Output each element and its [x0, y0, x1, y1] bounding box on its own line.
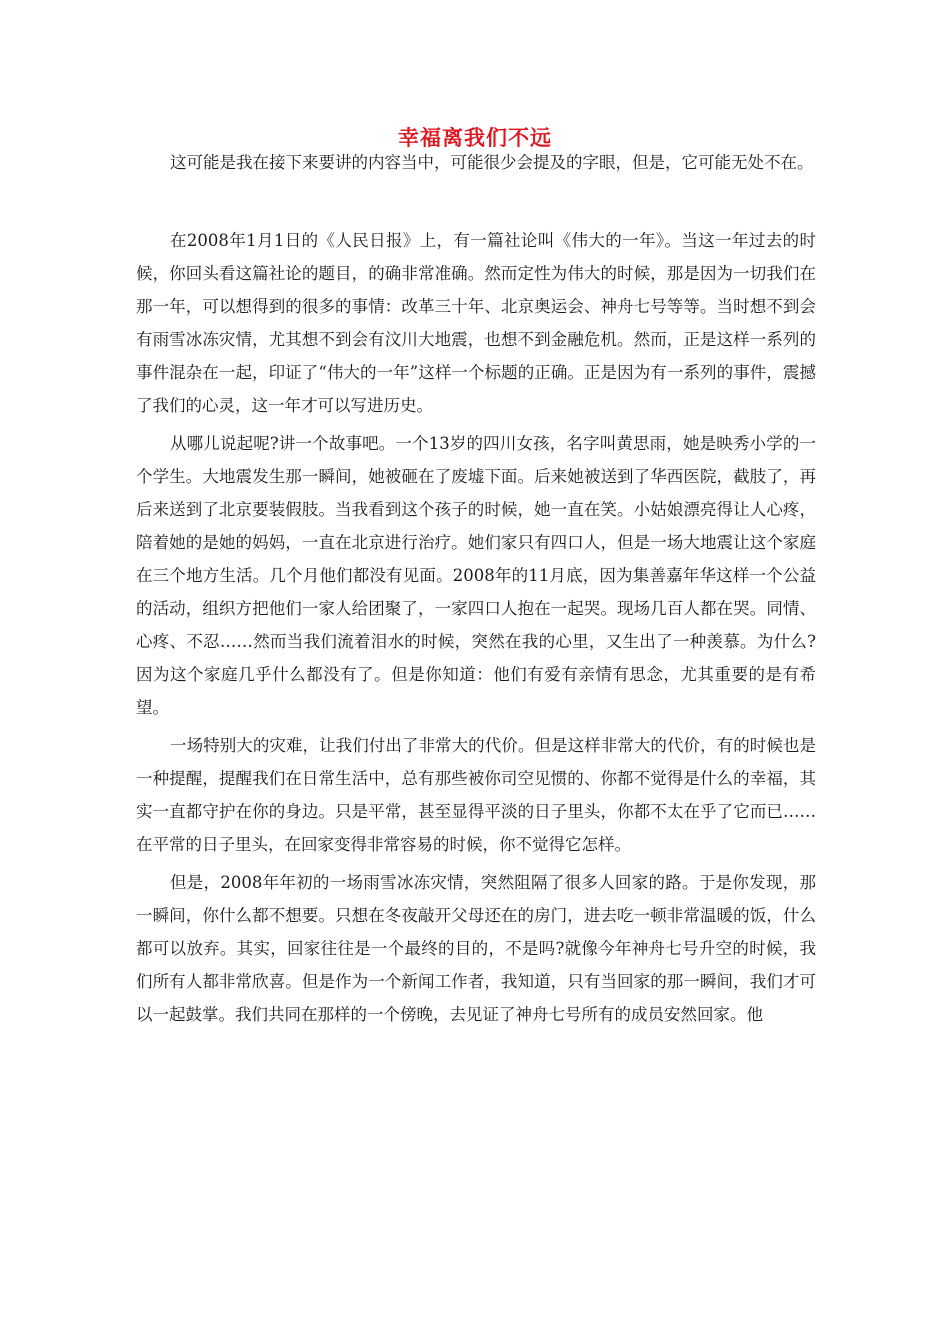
body-paragraph: 一场特别大的灾难，让我们付出了非常大的代价。但是这样非常大的代价，有的时候也是一种提醒，提醒我们在日常生活中，总有那些被你司空见惯的、你都不觉得是什么的幸福，其实一直都守护在你的身边。只是平常，甚至显得平淡的日子里头，你都不太在乎了它而已……在平常的日子里头，在回家变得非常容易的时候，你不觉得它怎样。 — [136, 736, 816, 854]
body-paragraph: 在2008年1月1日的《人民日报》上，有一篇社论叫《伟大的一年》。当这一年过去的时候，你回头看这篇社论的题目，的确非常准确。然而定性为伟大的时候，那是因为一切我们在那一年，可以想得到的很多的事情：改革三十年、北京奥运会、神舟七号等等。当时想不到会有雨雪冰冻灾情，尤其想不到会有汶川大地震，也想不到金融危机。然而，正是这样一系列的事件混杂在一起，印证了“伟大的一年”这样一个标题的正确。正是因为有一系列的事件，震撼了我们的心灵，这一年才可以写进历史。 — [136, 231, 816, 415]
intro-paragraph: 这可能是我在接下来要讲的内容当中，可能很少会提及的字眼，但是，它可能无处不在。 — [170, 153, 814, 172]
body-paragraph: 从哪儿说起呢?讲一个故事吧。一个13岁的四川女孩，名字叫黄思雨，她是映秀小学的一个学生。大地震发生那一瞬间，她被砸在了废墟下面。后来她被送到了华西医院，截肢了，再后来送到了北京要装假肢。当我看到这个孩子的时候，她一直在笑。小姑娘漂亮得让人心疼，陪着她的是她的妈妈，一直在北京进行治疗。她们家只有四口人，但是一场大地震让这个家庭在三个地方生活。几个月他们都没有见面。2008年的11月底，因为集善嘉年华这样一个公益的活动，组织方把他们一家人给团聚了，一家四口人抱在一起哭。现场几百人都在哭。同情、心疼、不忍……然而当我们流着泪水的时候，突然在我的心里，又生出了一种羡慕。为什么?因为这个家庭几乎什么都没有了。但是你知道：他们有爱有亲情有思念，尤其重要的是有希望。 — [136, 434, 816, 717]
document-body — [136, 224, 816, 1036]
document-title: 幸福离我们不远 — [398, 125, 552, 150]
body-paragraph: 但是，2008年年初的一场雨雪冰冻灾情，突然阻隔了很多人回家的路。于是你发现，那一瞬间，你什么都不想要。只想在冬夜敲开父母还在的房门，进去吃一顿非常温暖的饭，什么都可以放弃。其实，回家往往是一个最终的目的，不是吗?就像今年神舟七号升空的时候，我们所有人都非常欣喜。但是作为一个新闻工作者，我知道，只有当回家的那一瞬间，我们才可以一起鼓掌。我们共同在那样的一个傍晚，去见证了神舟七号所有的成员安然回家。他 — [136, 873, 816, 1024]
